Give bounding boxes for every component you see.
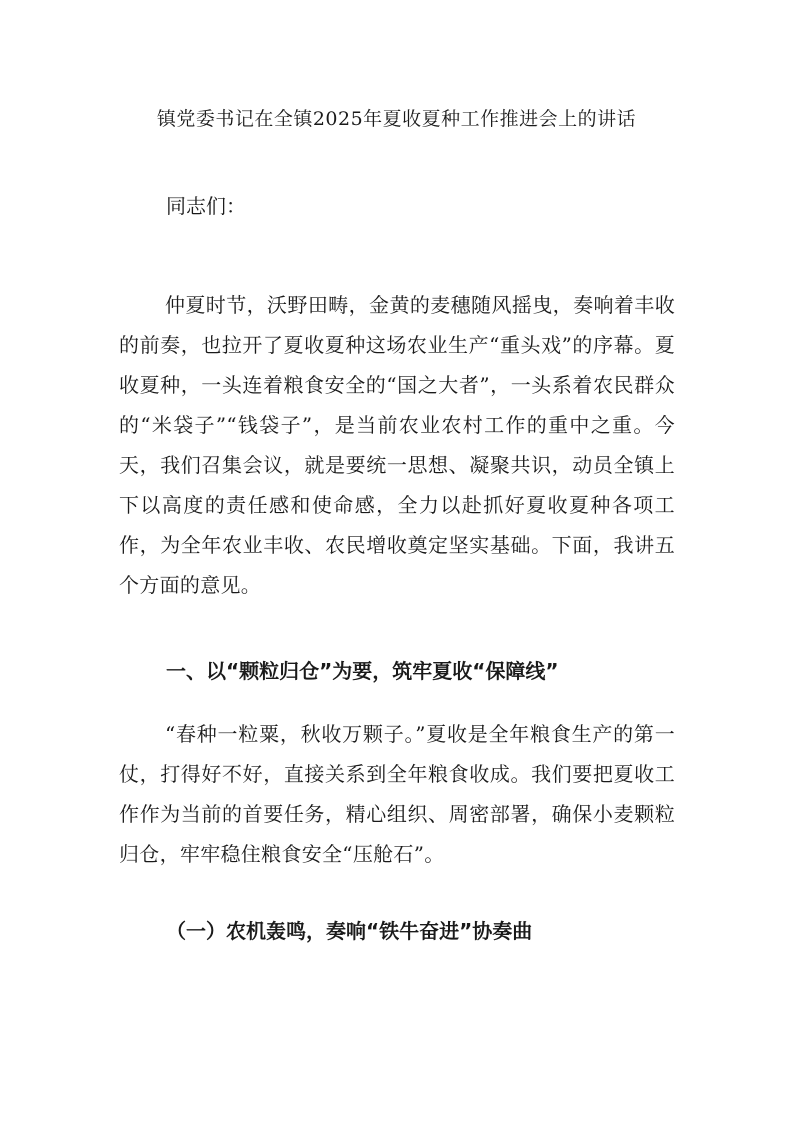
section-heading-1: 一、以“颗粒归仓”为要，筑牢夏收“保障线” bbox=[166, 659, 559, 683]
subsection-heading-1: （一）农机轰鸣，奏响“铁牛奋进”协奏曲 bbox=[166, 919, 533, 943]
salutation: 同志们： bbox=[166, 194, 246, 218]
document-title: 镇党委书记在全镇2025年夏收夏种工作推进会上的讲话 bbox=[156, 108, 637, 130]
paragraph-intro: 仲夏时节，沃野田畴，金黄的麦穗随风摇曳，奏响着丰收的前奏，也拉开了夏收夏种这场农业生产“重头戏”的序幕。夏收夏种，一头连着粮食安全的“国之大者”，一头系着农民群众的“米袋子”“钱袋子”，是当前农业农村工作的重中之重。今天，我们召集会议，就是要统一思想、凝聚共识，动员全镇上下以高度的责任感和使命感，全力以赴抓好夏收夏种各项工作，为全年农业丰收、农民增收奠定坚实基础。下面，我讲五个方面的意见。 bbox=[119, 293, 675, 597]
paragraph-section-1: “春种一粒粟，秋收万颗子。”夏收是全年粮食生产的第一仗，打得好不好，直接关系到全年粮食收成。我们要把夏收工作作为当前的首要任务，精心组织、周密部署，确保小麦颗粒归仓，牢牢稳住粮食安全“压舱石”。 bbox=[119, 722, 675, 866]
